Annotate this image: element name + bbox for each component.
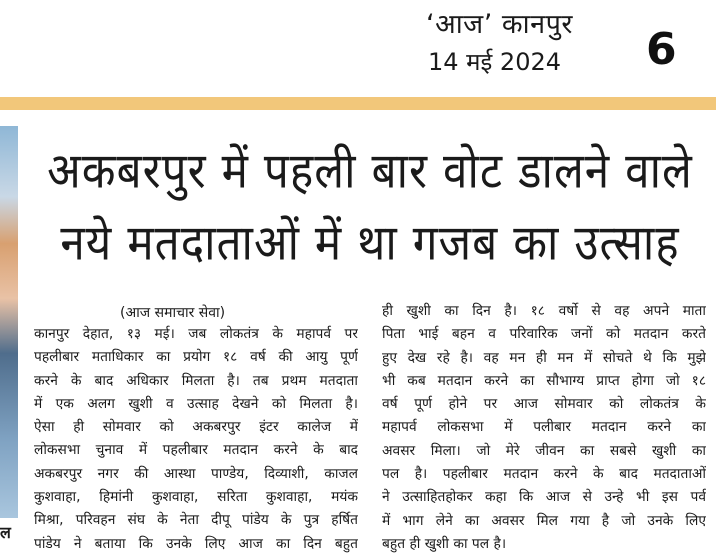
headline-line-2: नये मतदाताओं में था गजब का उत्साह <box>60 214 680 272</box>
text-line: अवसर मिला। जो मेरे जीवन का सबसे खुशी का <box>382 442 706 459</box>
masthead-paper-name: ‘आज’ कानपुर <box>426 9 573 40</box>
text-line: पिता भाई बहन व परिवारिक जनों को मतदान करते <box>382 326 706 343</box>
text-line: बहुत ही खुशी का पल है। <box>382 535 507 552</box>
text-line: ही खुशी का दिन है। १८ वर्षो से वह अपने माता <box>382 303 706 319</box>
masthead-date: 14 मई 2024 <box>428 48 562 76</box>
text-line: पांडेय ने बताया कि उनके लिए आज का दिन बहुत <box>34 535 358 552</box>
side-photo <box>0 126 18 518</box>
text-line: हुए देख रहे है। वह मन ही मन में सोचते थे कि मुझे <box>382 349 706 366</box>
text-line: में भाग लेने का अवसर मिल गया है जो उनके लिए <box>382 512 706 529</box>
text-line: भी कब मतदान करने का सौभाग्य प्राप्त होगा जो १८ <box>382 372 706 389</box>
headline-line-1: अकबरपुर में पहली बार वोट डालने वाले <box>47 142 693 200</box>
text-line: में एक अलग खुशी व उत्साह देखने को मिलता है। <box>34 395 358 412</box>
text-line: पहलीबार मताधिकार का प्रयोग १८ वर्ष की आयु पूर्ण <box>34 349 358 366</box>
text-line: कानपुर देहात, १३ मई। जब लोकतंत्र के महापर्व पर <box>34 326 358 342</box>
page-number: 6 <box>646 24 677 75</box>
text-line: ऐसा ही सोमवार को अकबरपुर इंटर कालेज में <box>34 419 358 436</box>
text-line: कुशवाहा, हिमांनी कुशवाहा, सरिता कुशवाहा, मयंक <box>34 489 358 506</box>
photo-caption-fragment: ल <box>0 523 11 542</box>
text-line: करने के बाद अधिकार मिलता है। तब प्रथम मतदाता <box>34 372 358 389</box>
text-line: वर्ष पूर्ण होने पर आज सोमवार को लोकतंत्र के <box>382 396 706 413</box>
text-line: अकबरपुर नगर की आस्था पाण्डेय, दिव्याशी, काजल <box>34 465 358 482</box>
text-line: ने उत्साहितहोकर कहा कि आज से उन्हे भी इस पर्व <box>382 489 706 506</box>
text-line: महापर्व लोकसभा में पलीबार मतदान करने का <box>382 419 706 436</box>
text-line: मिश्रा, परिवहन संघ के नेता दीपू पांडेय के पुत्र हर्षित <box>34 512 358 529</box>
text-line: लोकसभा चुनाव में पहलीबार मतदान करने के बाद <box>34 442 358 459</box>
text-line: पल है। पहलीबार मतदान करने के बाद मतदाताओं <box>382 466 706 483</box>
byline: (आज समाचार सेवा) <box>120 305 226 321</box>
top-rule <box>0 97 716 110</box>
article-column-left <box>34 323 358 556</box>
article-column-right <box>382 300 706 556</box>
